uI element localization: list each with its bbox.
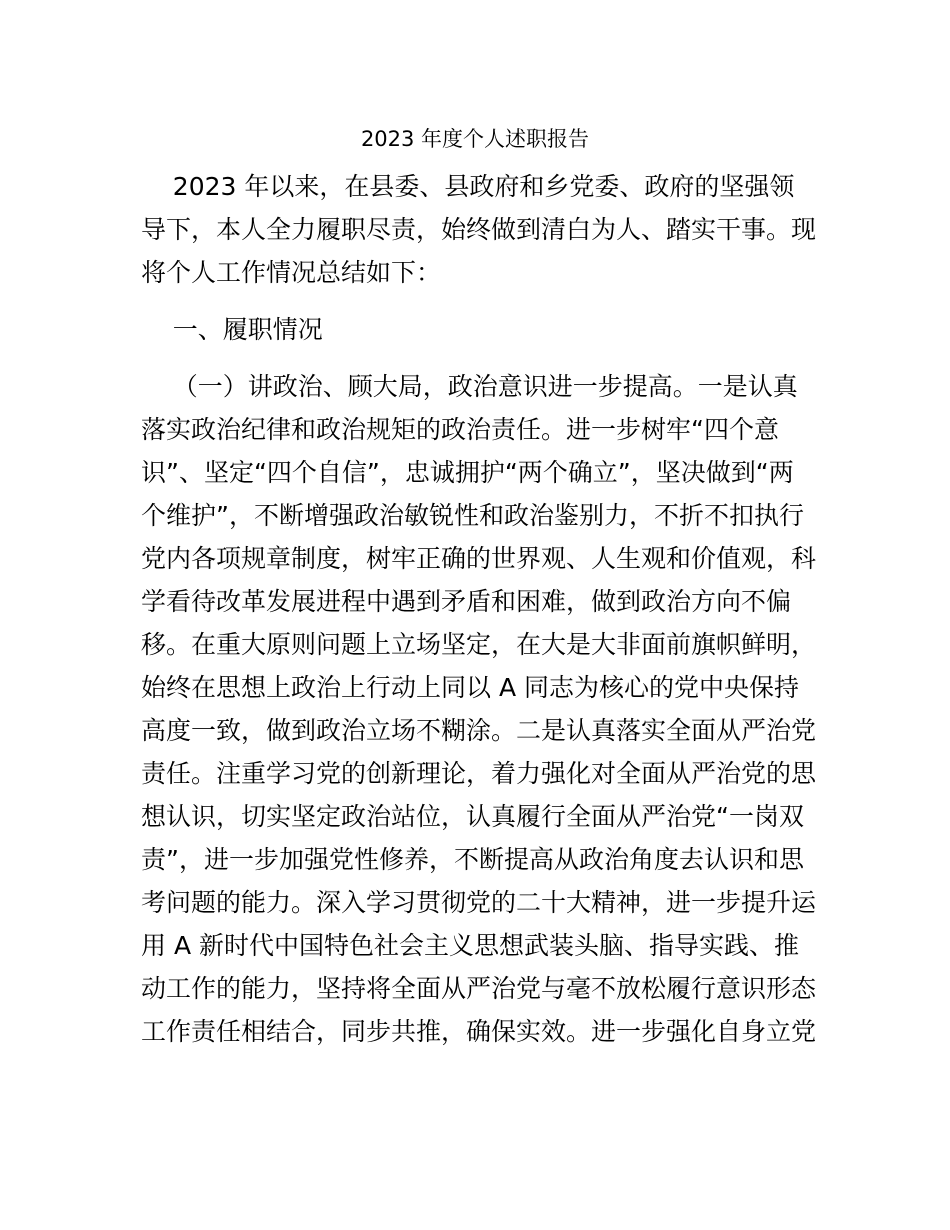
paragraph-line: 落实政治纪律和政治规矩的政治责任。进一步树牢“四个意: [141, 415, 779, 444]
paragraph-line: 用 A 新时代中国特色社会主义思想武装头脑、指导实践、推: [141, 931, 799, 960]
document-title: 2023 年度个人述职报告: [360, 127, 590, 151]
paragraph-line: 责”，进一步加强党性修养，不断提高从政治角度去认识和思: [141, 845, 804, 874]
paragraph-line: 移。在重大原则问题上立场坚定，在大是大非面前旗帜鲜明，: [141, 630, 817, 659]
paragraph-line: 想认识，切实坚定政治站位，认真履行全面从严治党“一岗双: [141, 802, 804, 831]
paragraph-line: （一）讲政治、顾大局，政治意识进一步提高。一是认真: [141, 372, 798, 401]
section-heading: 一、履职情况: [141, 315, 323, 344]
paragraph-line: 导下，本人全力履职尽责，始终做到清白为人、踏实干事。现: [141, 215, 817, 244]
paragraph-line: 将个人工作情况总结如下：: [141, 258, 442, 287]
paragraph-line: 动工作的能力，坚持将全面从严治党与毫不放松履行意识形态: [141, 974, 817, 1003]
paragraph-line: 始终在思想上政治上行动上同以 A 同志为核心的党中央保持: [141, 673, 799, 702]
paragraph-line: 识”、坚定“四个自信”，忠诚拥护“两个确立”，坚决做到“两: [141, 458, 794, 487]
paragraph-line: 工作责任相结合，同步共推，确保实效。进一步强化自身立党: [141, 1017, 817, 1046]
paragraph-line: 党内各项规章制度，树牢正确的世界观、人生观和价值观，科: [141, 544, 817, 573]
paragraph-line: 学看待改革发展进程中遇到矛盾和困难，做到政治方向不偏: [141, 587, 792, 616]
paragraph-line: 2023 年以来，在县委、县政府和乡党委、政府的坚强领: [141, 172, 795, 201]
paragraph-line: 个维护”，不断增强政治敏锐性和政治鉴别力，不折不扣执行: [141, 501, 804, 530]
paragraph-line: 责任。注重学习党的创新理论，着力强化对全面从严治党的思: [141, 759, 817, 788]
paragraph-line: 高度一致，做到政治立场不糊涂。二是认真落实全面从严治党: [141, 716, 817, 745]
paragraph-line: 考问题的能力。深入学习贯彻党的二十大精神，进一步提升运: [141, 888, 817, 917]
